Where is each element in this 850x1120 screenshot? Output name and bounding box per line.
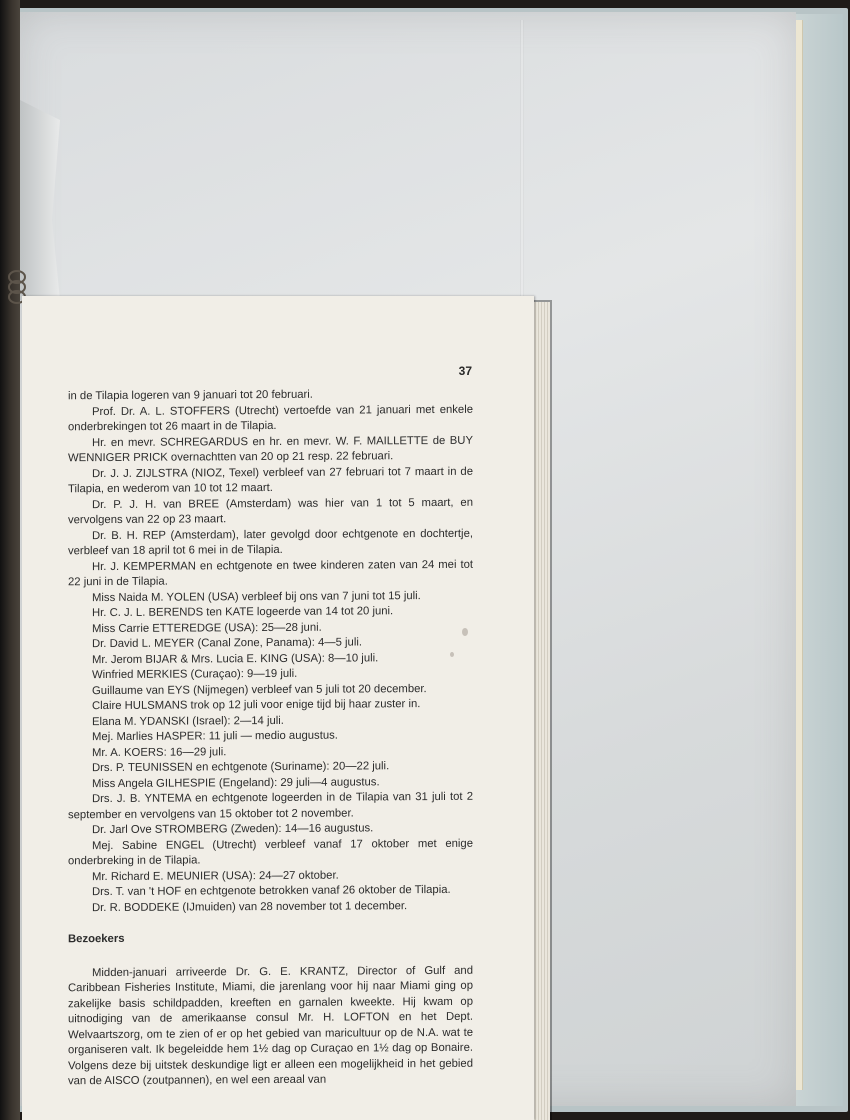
paragraph: Prof. Dr. A. L. STOFFERS (Utrecht) vertoefde van 21 januari met enkele onderbrekingen tot 26 maart in de Tilapia. bbox=[68, 403, 473, 434]
paragraph: Mr. A. KOERS: 16—29 juli. bbox=[92, 745, 227, 759]
paragraph: Dr. David L. MEYER (Canal Zone, Panama): 4—5 juli. bbox=[92, 636, 362, 651]
paragraph: Hr. C. J. L. BERENDS ten KATE logeerde van 14 tot 20 juni. bbox=[92, 605, 394, 620]
paragraph: Mr. Jerom BIJAR & Mrs. Lucia E. KING (USA): 8—10 juli. bbox=[92, 651, 379, 666]
page-number: 37 bbox=[458, 364, 472, 378]
paragraph: Claire HULSMANS trok op 12 juli voor enige tijd bij haar zuster in. bbox=[92, 698, 421, 713]
paragraph: Mr. Richard E. MEUNIER (USA): 24—27 oktober. bbox=[92, 869, 339, 883]
paragraph: Miss Naida M. YOLEN (USA) verbleef bij ons van 7 juni tot 15 juli. bbox=[92, 589, 421, 604]
paragraph: Dr. R. BODDEKE (IJmuiden) van 28 november tot 1 december. bbox=[92, 899, 408, 914]
paper-speck bbox=[462, 628, 468, 636]
section-paragraph: Midden-januari arriveerde Dr. G. E. KRANTZ, Director of Gulf and Caribbean Fisheries Institute, Miami, die jarenlang voor hij naar Miami ging op zakelijke basis schildpadden, kreeften en garnalen kweekte. Hij kwam op uitnodiging van de amerikaanse consul Mr. H. LOFTON en het Dept. Welvaartszorg, om te zien of er op het gebied van maricultuur op de N.A. wat te organiseren valt. Ik begeleidde hem 1½ dag op Curaçao en 1½ dag op Bonaire. Volgens deze bij uitstek deskundige ligt er alleen een mogelijkheid in het gebied van de AISCO (zoutpannen), en wel een areaal van bbox=[68, 964, 473, 1088]
paragraph: Mej. Marlies HASPER: 11 juli — medio augustus. bbox=[92, 729, 338, 744]
paragraph: Miss Angela GILHESPIE (Engeland): 29 juli—4 augustus. bbox=[92, 775, 380, 790]
paragraph: Miss Carrie ETTEREDGE (USA): 25—28 juni. bbox=[92, 621, 322, 635]
section-heading: Bezoekers bbox=[68, 932, 125, 946]
booklet-page bbox=[22, 296, 534, 1120]
paragraph: Drs. T. van 't HOF en echtgenote betrokken vanaf 26 oktober de Tilapia. bbox=[92, 883, 451, 899]
paper-speck bbox=[450, 652, 454, 657]
paragraph: Dr. J. J. ZIJLSTRA (NIOZ, Texel) verbleef van 27 februari tot 7 maart in de Tilapia, en wederom van 10 tot 12 maart. bbox=[68, 465, 473, 496]
paragraph: Dr. Jarl Ove STROMBERG (Zweden): 14—16 augustus. bbox=[92, 822, 374, 837]
paragraph: Dr. B. H. REP (Amsterdam), later gevolgd door echtgenote en dochtertje, verbleef van 18 april tot 6 mei in de Tilapia. bbox=[68, 527, 473, 558]
paragraph: Mej. Sabine ENGEL (Utrecht) verbleef vanaf 17 oktober met enige onderbreking in de Tilapia. bbox=[68, 837, 473, 868]
paragraph: Dr. P. J. H. van BREE (Amsterdam) was hier van 1 tot 5 maart, en vervolgens van 22 op 23 maart. bbox=[68, 496, 473, 527]
binder-spine bbox=[0, 0, 20, 1120]
paragraph: in de Tilapia logeren van 9 januari tot 20 februari. bbox=[68, 388, 313, 403]
paragraph: Hr. en mevr. SCHREGARDUS en hr. en mevr. W. F. MAILLETTE de BUY WENNIGER PRICK overnachtten van 20 op 21 resp. 22 februari. bbox=[68, 434, 473, 465]
paragraph: Drs. J. B. YNTEMA en echtgenote logeerden in de Tilapia van 31 juli tot 2 september en vervolgens van 15 oktober tot 2 november. bbox=[68, 790, 473, 821]
paragraph: Guillaume van EYS (Nijmegen) verbleef van 5 juli tot 20 december. bbox=[92, 682, 427, 697]
paragraph: Hr. J. KEMPERMAN en echtgenote en twee kinderen zaten van 24 mei tot 22 juni in de Tilapia. bbox=[68, 558, 473, 589]
paragraph: Elana M. YDANSKI (Israel): 2—14 juli. bbox=[92, 714, 284, 728]
paragraph: Winfried MERKIES (Curaçao): 9—19 juli. bbox=[92, 667, 298, 682]
page-content bbox=[68, 387, 473, 1090]
paragraph: Drs. P. TEUNISSEN en echtgenote (Suriname): 20—22 juli. bbox=[92, 760, 390, 775]
